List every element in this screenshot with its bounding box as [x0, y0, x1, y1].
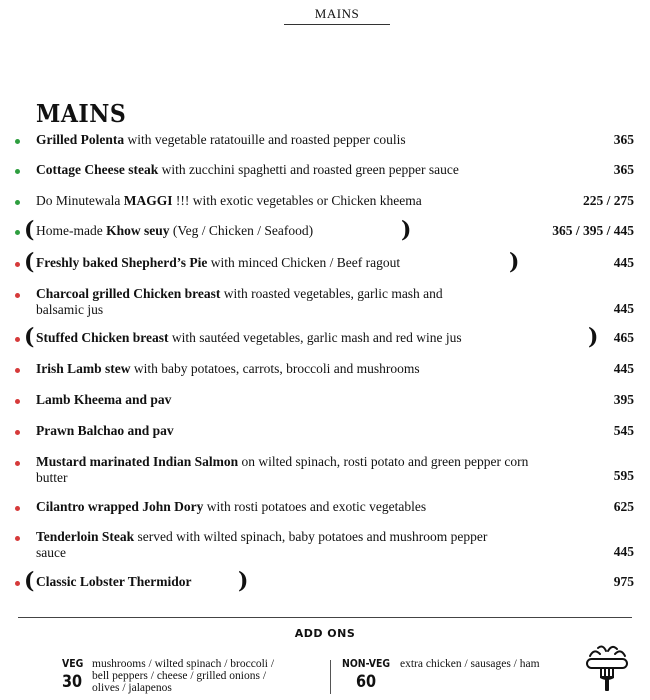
left-bracket-icon: ( — [24, 568, 35, 594]
non-veg-indicator-icon — [15, 337, 20, 342]
item-description — [36, 330, 596, 346]
veg-addon-options: mushrooms / wilted spinach / broccoli / bell peppers / cheese / grilled onions / olives / jalapenos — [92, 658, 275, 694]
page-header: MAINS — [284, 6, 390, 25]
item-price: 465 — [613, 330, 634, 345]
non-veg-addon-type: NON-VEG — [342, 657, 391, 670]
item-price: 365 — [613, 132, 634, 147]
item-description — [36, 286, 456, 318]
veg-indicator-icon — [15, 169, 20, 174]
item-description — [36, 162, 566, 178]
item-detail: with rosti potatoes and exotic vegetables — [203, 499, 427, 514]
right-bracket-icon: ) — [588, 324, 599, 350]
item-description — [36, 193, 566, 209]
item-description — [36, 223, 566, 239]
item-price: 545 — [613, 423, 634, 438]
right-bracket-icon: ) — [509, 249, 520, 275]
addons-title: ADD ONS — [294, 627, 356, 640]
veg-addon-label — [62, 657, 87, 692]
item-description — [36, 255, 566, 271]
item-name: Charcoal grilled Chicken breast — [36, 286, 221, 301]
item-description — [36, 361, 566, 377]
item-name: Cilantro wrapped John Dory — [36, 499, 204, 514]
veg-addon-price: 30 — [62, 672, 83, 692]
item-price: 395 — [613, 392, 634, 407]
item-name: Classic Lobster Thermidor — [36, 574, 192, 589]
item-description — [36, 529, 506, 561]
non-veg-indicator-icon — [15, 262, 20, 267]
veg-indicator-icon — [15, 230, 20, 235]
item-name: Freshly baked Shepherd’s Pie — [36, 255, 208, 270]
item-price: 445 — [613, 255, 634, 270]
item-name: Stuffed Chicken breast — [36, 330, 169, 345]
item-detail: served with wilted spinach, baby potatoes and mushroom pepper sauce — [36, 529, 488, 560]
item-prefix: Do Minutewala — [36, 193, 124, 208]
veg-indicator-icon — [15, 139, 20, 144]
non-veg-indicator-icon — [15, 293, 20, 298]
item-description — [36, 574, 566, 590]
item-name: Khow seuy — [106, 223, 170, 238]
right-bracket-icon: ) — [238, 568, 249, 594]
non-veg-indicator-icon — [15, 536, 20, 541]
item-price: 365 / 395 / 445 — [552, 223, 634, 238]
left-bracket-icon: ( — [24, 324, 35, 350]
item-price: 365 — [613, 162, 634, 177]
item-detail: with roasted vegetables, garlic mash and balsamic jus — [36, 286, 443, 317]
item-name: Lamb Kheema and pav — [36, 392, 172, 407]
item-name: Mustard marinated Indian Salmon — [36, 454, 239, 469]
item-name: Cottage Cheese steak — [36, 162, 159, 177]
left-bracket-icon: ( — [24, 249, 35, 275]
non-veg-indicator-icon — [15, 430, 20, 435]
item-name: Grilled Polenta — [36, 132, 125, 147]
item-detail: on wilted spinach, rosti potato and green pepper corn butter — [36, 454, 529, 485]
item-detail: with baby potatoes, carrots, broccoli and mushrooms — [130, 361, 420, 376]
veg-indicator-icon — [15, 200, 20, 205]
item-description — [36, 454, 556, 486]
item-name: Irish Lamb stew — [36, 361, 131, 376]
item-detail: (Veg / Chicken / Seafood) — [169, 223, 314, 238]
non-veg-addon-label — [342, 657, 399, 692]
left-bracket-icon: ( — [24, 217, 35, 243]
item-description — [36, 392, 566, 408]
item-detail: !!! with exotic vegetables or Chicken kheema — [172, 193, 422, 208]
item-price: 625 — [613, 499, 634, 514]
item-price: 445 — [613, 301, 634, 316]
item-description — [36, 423, 566, 439]
non-veg-indicator-icon — [15, 581, 20, 586]
section-title: MAINS — [36, 100, 127, 129]
item-detail: with zucchini spaghetti and roasted green pepper sauce — [158, 162, 459, 177]
addon-separator — [330, 660, 331, 694]
non-veg-indicator-icon — [15, 506, 20, 511]
right-bracket-icon: ) — [401, 217, 412, 243]
item-description — [36, 499, 566, 515]
non-veg-addon-options: extra chicken / sausages / ham — [400, 658, 540, 670]
non-veg-indicator-icon — [15, 461, 20, 466]
non-veg-addon-price: 60 — [356, 672, 377, 692]
item-name: MAGGI — [123, 193, 173, 208]
non-veg-indicator-icon — [15, 368, 20, 373]
item-price: 445 — [613, 361, 634, 376]
fork-and-sausage-icon — [584, 644, 630, 692]
non-veg-indicator-icon — [15, 399, 20, 404]
veg-addon-type: VEG — [62, 657, 84, 670]
item-price: 445 — [613, 544, 634, 559]
item-name: Tenderloin Steak — [36, 529, 135, 544]
item-detail: with minced Chicken / Beef ragout — [207, 255, 401, 270]
item-price: 225 / 275 — [582, 193, 634, 208]
item-price: 595 — [613, 468, 634, 483]
item-name: Prawn Balchao and pav — [36, 423, 174, 438]
section-divider — [18, 617, 632, 618]
item-detail: with sautéed vegetables, garlic mash and red wine jus — [168, 330, 462, 345]
item-price: 975 — [613, 574, 634, 589]
item-description — [36, 132, 566, 148]
item-detail: with vegetable ratatouille and roasted pepper coulis — [124, 132, 406, 147]
item-prefix: Home-made — [36, 223, 107, 238]
